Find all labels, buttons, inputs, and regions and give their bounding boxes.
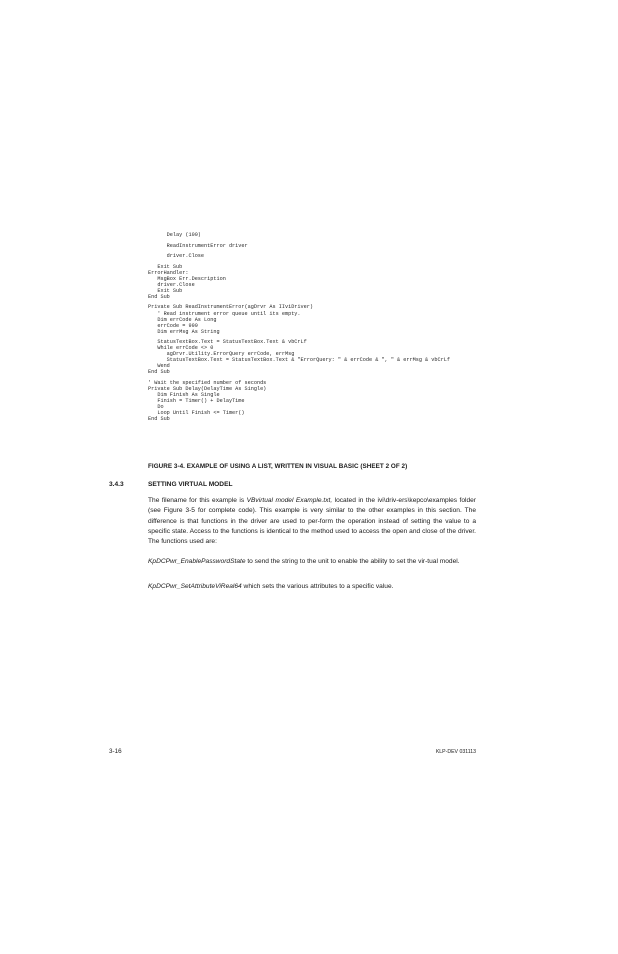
paragraph-text: to send the string to the unit to enable the ability to set the vir-tual model.	[245, 558, 460, 565]
code-line: StatusTextBox.Text = StatusTextBox.Text & "ErrorQuery: " & errCode & ", " & errMsg & vbCrLf	[148, 357, 450, 364]
code-line: ErrorHandler:	[148, 269, 189, 276]
code-line: Delay (100)	[148, 232, 201, 238]
code-line: driver.Close	[148, 281, 195, 288]
code-line: Loop Until Finish <= Timer()	[148, 410, 245, 417]
code-line: Dim errCode As Long	[148, 316, 217, 323]
code-line: Private Sub Delay(DelayTime As Single)	[148, 386, 267, 393]
filename-text: VBvirtual model Example.txt,	[246, 497, 333, 504]
paragraph-enable-password	[148, 557, 476, 567]
code-line: ' Read instrument error queue until its empty.	[148, 310, 301, 317]
code-line: Do	[148, 404, 164, 411]
document-id: KLP-DEV 031113	[435, 749, 476, 755]
function-name: KpDCPwr_EnablePasswordState	[148, 558, 246, 565]
paragraph-filename	[148, 496, 476, 547]
code-line: StatusTextBox.Text = StatusTextBox.Text & vbCrLf	[148, 339, 307, 346]
code-line: ' Wait the specified number of seconds	[148, 380, 267, 386]
code-line: ReadInstrumentError driver	[148, 242, 248, 249]
code-line: Dim Finish As Single	[148, 392, 220, 399]
code-line: MsgBox Err.Description	[148, 275, 226, 282]
code-line: errCode = 999	[148, 322, 198, 329]
function-name: KpDCPwr_SetAttributeViReal64	[148, 583, 242, 590]
paragraph-set-attribute	[148, 582, 476, 592]
code-line: Dim errMsg As String	[148, 328, 220, 335]
code-line: End Sub	[148, 293, 170, 300]
figure-caption: FIGURE 3-4. EXAMPLE OF USING A LIST, WRITTEN IN VISUAL BASIC (SHEET 2 OF 2)	[148, 463, 408, 470]
page-number: 3-16	[109, 748, 122, 755]
paragraph-text: located in the ivi\driv-ers\kepco\examples folder (see Figure 3-5 for complete code). This example is very similar to the other examples in this section. The difference is that functions in the driver are used to per-form the operation instead of setting the value to a specific state. Access to the functions is identical to the method used to access the open and close of the driver. The functions used are:	[148, 497, 476, 546]
code-line: While errCode <> 0	[148, 345, 214, 352]
code-line: agDrvr.Utility.ErrorQuery errCode, errMsg	[148, 351, 295, 358]
paragraph-text: which sets the various attributes to a specific value.	[241, 583, 394, 590]
code-line: End Sub	[148, 416, 170, 423]
section-number: 3.4.3	[109, 481, 124, 488]
paragraph-text: The filename for this example is	[148, 497, 247, 504]
code-line: Exit Sub	[148, 263, 183, 270]
code-line: driver.Close	[148, 253, 205, 260]
code-line: Exit Sub	[148, 287, 183, 294]
code-line: Wend	[148, 363, 170, 370]
section-title: SETTING VIRTUAL MODEL	[148, 481, 233, 488]
code-line: Finish = Timer() + DelayTime	[148, 398, 245, 405]
code-line: End Sub	[148, 369, 170, 376]
code-line: Private Sub ReadInstrumentError(agDrvr As IIviDriver)	[148, 304, 313, 311]
